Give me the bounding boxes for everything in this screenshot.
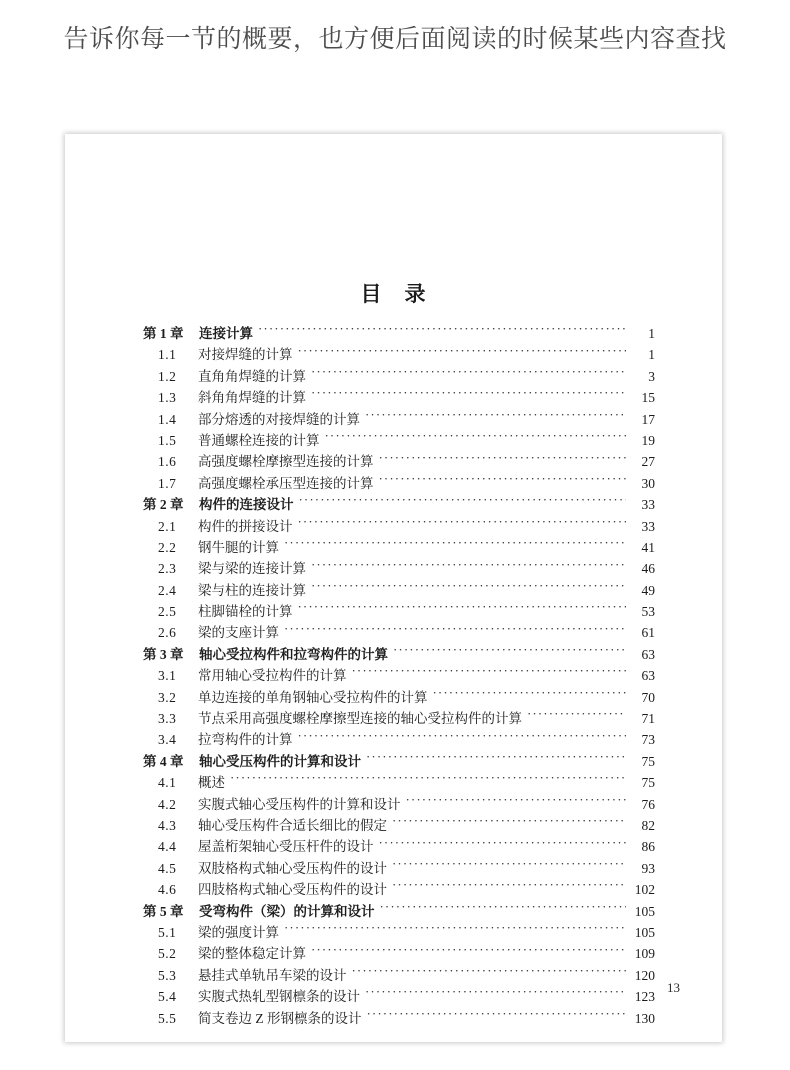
toc-entry-page-number: 71 bbox=[641, 711, 655, 727]
toc-entry-title: 斜角角焊缝的计算 bbox=[198, 390, 306, 406]
toc-entry-number: 第 3 章 bbox=[143, 646, 184, 662]
toc-entry-title: 高强度螺栓承压型连接的计算 bbox=[198, 475, 374, 491]
toc-entry-title: 梁与柱的连接计算 bbox=[198, 582, 306, 598]
toc-title bbox=[65, 278, 722, 308]
toc-entry-title: 双肢格构式轴心受压构件的设计 bbox=[198, 860, 387, 876]
toc-entry-title: 实腹式热轧型钢檩条的设计 bbox=[198, 989, 360, 1005]
toc-dot-leader bbox=[298, 731, 627, 744]
toc-dot-leader bbox=[230, 774, 626, 787]
toc-entry-page-number: 75 bbox=[641, 775, 655, 791]
toc-entry-title: 四肢格构式轴心受压构件的设计 bbox=[198, 882, 387, 898]
toc-dot-leader bbox=[298, 518, 627, 531]
toc-section-row[interactable] bbox=[65, 450, 722, 471]
toc-entry-page-number: 130 bbox=[634, 1010, 655, 1026]
toc-dot-leader bbox=[311, 389, 626, 402]
toc-entry-page-number: 105 bbox=[634, 924, 655, 940]
page-folio: 13 bbox=[667, 980, 680, 995]
toc-section-row[interactable] bbox=[65, 793, 722, 814]
toc-section-row[interactable] bbox=[65, 343, 722, 364]
toc-dot-leader bbox=[379, 475, 627, 488]
toc-entry-title: 单边连接的单角钢轴心受拉构件的计算 bbox=[198, 689, 428, 705]
toc-chapter-row[interactable] bbox=[65, 322, 722, 343]
toc-entry-page-number: 30 bbox=[641, 475, 655, 491]
toc-entry-title: 悬挂式单轨吊车梁的设计 bbox=[198, 967, 347, 983]
toc-entry-number: 3.1 bbox=[158, 668, 177, 684]
toc-entry-number: 5.1 bbox=[158, 924, 177, 940]
toc-section-row[interactable] bbox=[65, 857, 722, 878]
toc-entry-page-number: 33 bbox=[641, 518, 655, 534]
toc-entry-page-number: 120 bbox=[634, 967, 655, 983]
toc-entry-page-number: 76 bbox=[641, 796, 655, 812]
toc-entry-title: 梁的整体稳定计算 bbox=[198, 946, 306, 962]
toc-entry-number: 1.4 bbox=[158, 411, 177, 427]
toc-entry-page-number: 19 bbox=[641, 432, 655, 448]
toc-entry-number: 2.5 bbox=[158, 604, 177, 620]
toc-section-row[interactable] bbox=[65, 515, 722, 536]
toc-entry-title: 受弯构件（梁）的计算和设计 bbox=[199, 903, 375, 919]
toc-entry-title: 梁与梁的连接计算 bbox=[198, 561, 306, 577]
toc-entry-title: 梁的支座计算 bbox=[198, 625, 279, 641]
toc-dot-leader bbox=[379, 838, 627, 851]
toc-dot-leader bbox=[379, 453, 627, 466]
toc-entry-page-number: 63 bbox=[641, 668, 655, 684]
toc-dot-leader bbox=[311, 368, 626, 381]
toc-entry-page-number: 105 bbox=[634, 903, 655, 919]
toc-chapter-row[interactable] bbox=[65, 750, 722, 771]
toc-entry-number: 5.2 bbox=[158, 946, 177, 962]
toc-entry-page-number: 75 bbox=[641, 753, 655, 769]
toc-entry-title: 节点采用高强度螺栓摩擦型连接的轴心受拉构件的计算 bbox=[198, 711, 522, 727]
toc-entry-number: 1.5 bbox=[158, 432, 177, 448]
toc-section-row[interactable] bbox=[65, 621, 722, 642]
toc-section-row[interactable] bbox=[65, 557, 722, 578]
toc-entry-title: 常用轴心受拉构件的计算 bbox=[198, 668, 347, 684]
toc-section-row[interactable] bbox=[65, 1007, 722, 1028]
toc-entry-title: 柱脚锚栓的计算 bbox=[198, 604, 293, 620]
toc-entry-number: 第 1 章 bbox=[143, 326, 184, 341]
toc-dot-leader bbox=[352, 667, 627, 680]
toc-entry-page-number: 33 bbox=[641, 497, 655, 513]
toc-entry-title: 高强度螺栓摩擦型连接的计算 bbox=[198, 454, 374, 470]
toc-entry-title: 普通螺栓连接的计算 bbox=[198, 432, 320, 448]
toc-section-row[interactable] bbox=[65, 686, 722, 707]
toc-entry-number: 3.2 bbox=[158, 689, 177, 705]
toc-dot-leader bbox=[298, 346, 627, 359]
toc-entry-number: 1.1 bbox=[158, 347, 177, 363]
toc-section-row[interactable] bbox=[65, 985, 722, 1006]
toc-entry-page-number: 15 bbox=[641, 390, 655, 406]
toc-entry-title: 轴心受压构件的计算和设计 bbox=[199, 753, 361, 769]
toc-dot-leader bbox=[325, 432, 627, 445]
toc-section-row[interactable] bbox=[65, 964, 722, 985]
toc-section-row[interactable] bbox=[65, 814, 722, 835]
toc-entry-page-number: 46 bbox=[641, 561, 655, 577]
book-page bbox=[65, 134, 722, 1042]
toc-title-left: 目 bbox=[360, 282, 383, 306]
toc-section-row[interactable] bbox=[65, 408, 722, 429]
toc-entry-page-number: 70 bbox=[641, 689, 655, 705]
toc-entry-number: 2.4 bbox=[158, 582, 177, 598]
toc-section-row[interactable] bbox=[65, 536, 722, 557]
toc-dot-leader bbox=[311, 560, 626, 573]
toc-dot-leader bbox=[380, 903, 627, 916]
toc-entry-page-number: 53 bbox=[641, 604, 655, 620]
toc-entry-page-number: 123 bbox=[634, 989, 655, 1005]
toc-entry-title: 钢牛腿的计算 bbox=[198, 539, 279, 555]
toc-section-row[interactable] bbox=[65, 579, 722, 600]
toc-entry-title: 部分熔透的对接焊缝的计算 bbox=[198, 411, 360, 427]
toc-chapter-row[interactable] bbox=[65, 493, 722, 514]
toc-dot-leader bbox=[433, 689, 627, 702]
toc-dot-leader bbox=[284, 539, 626, 552]
toc-entry-number: 第 2 章 bbox=[143, 497, 184, 513]
toc-entry-page-number: 61 bbox=[641, 625, 655, 641]
toc-entry-number: 2.2 bbox=[158, 539, 177, 555]
toc-dot-leader bbox=[311, 945, 626, 958]
toc-dot-leader bbox=[365, 411, 626, 424]
toc-entry-number: 2.1 bbox=[158, 518, 177, 534]
toc-entry-number: 4.4 bbox=[158, 839, 177, 855]
toc-section-row[interactable] bbox=[65, 386, 722, 407]
toc-dot-leader bbox=[366, 753, 626, 766]
toc-section-row[interactable] bbox=[65, 835, 722, 856]
toc-entry-number: 1.3 bbox=[158, 390, 177, 406]
toc-entry-number: 4.2 bbox=[158, 796, 177, 812]
toc-entry-page-number: 63 bbox=[641, 646, 655, 662]
toc-section-row[interactable] bbox=[65, 728, 722, 749]
toc-entry-page-number: 49 bbox=[641, 582, 655, 598]
toc-chapter-row[interactable] bbox=[65, 643, 722, 664]
toc-entry-title: 概述 bbox=[198, 775, 225, 791]
toc-entry-page-number: 27 bbox=[641, 454, 655, 470]
toc-entry-number: 1.7 bbox=[158, 475, 177, 491]
toc-section-row[interactable] bbox=[65, 664, 722, 685]
toc-entry-title: 梁的强度计算 bbox=[198, 924, 279, 940]
toc-entry-number: 4.3 bbox=[158, 817, 177, 833]
toc-entry-number: 1.2 bbox=[158, 368, 177, 384]
toc-entry-title: 直角角焊缝的计算 bbox=[198, 368, 306, 384]
toc-section-row[interactable] bbox=[65, 472, 722, 493]
toc-entry-page-number: 82 bbox=[641, 817, 655, 833]
toc-section-row[interactable] bbox=[65, 707, 722, 728]
toc-dot-leader bbox=[365, 988, 626, 1001]
toc-dot-leader bbox=[352, 967, 627, 980]
toc-entry-title: 构件的连接设计 bbox=[199, 497, 294, 513]
toc-entry-page-number: 1 bbox=[648, 326, 655, 341]
toc-entry-page-number: 86 bbox=[641, 839, 655, 855]
toc-entry-number: 1.6 bbox=[158, 454, 177, 470]
toc-dot-leader bbox=[258, 325, 626, 338]
toc-entry-number: 第 5 章 bbox=[143, 903, 184, 919]
toc-dot-leader bbox=[284, 924, 626, 937]
toc-section-row[interactable] bbox=[65, 878, 722, 899]
toc-chapter-row[interactable] bbox=[65, 900, 722, 921]
toc-entry-number: 4.5 bbox=[158, 860, 177, 876]
toc-dot-leader bbox=[299, 496, 627, 509]
toc-list bbox=[65, 322, 722, 1028]
toc-section-row[interactable] bbox=[65, 921, 722, 942]
toc-dot-leader bbox=[392, 860, 626, 873]
toc-entry-page-number: 102 bbox=[634, 882, 655, 898]
toc-entry-number: 5.3 bbox=[158, 967, 177, 983]
toc-dot-leader bbox=[406, 796, 627, 809]
toc-entry-number: 第 4 章 bbox=[143, 753, 184, 769]
toc-dot-leader bbox=[392, 881, 626, 894]
toc-entry-title: 实腹式轴心受压构件的计算和设计 bbox=[198, 796, 401, 812]
toc-entry-number: 5.4 bbox=[158, 989, 177, 1005]
toc-entry-title: 屋盖桁架轴心受压杆件的设计 bbox=[198, 839, 374, 855]
toc-entry-number: 5.5 bbox=[158, 1010, 177, 1026]
toc-entry-page-number: 93 bbox=[641, 860, 655, 876]
toc-entry-number: 3.4 bbox=[158, 732, 177, 748]
toc-entry-title: 对接焊缝的计算 bbox=[198, 347, 293, 363]
toc-dot-leader bbox=[367, 1010, 627, 1023]
toc-entry-title: 轴心受压构件合适长细比的假定 bbox=[198, 817, 387, 833]
toc-dot-leader bbox=[392, 817, 626, 830]
toc-entry-page-number: 73 bbox=[641, 732, 655, 748]
toc-entry-page-number: 1 bbox=[648, 347, 655, 363]
toc-section-row[interactable] bbox=[65, 429, 722, 450]
toc-entry-title: 构件的拼接设计 bbox=[198, 518, 293, 534]
toc-section-row[interactable] bbox=[65, 771, 722, 792]
page-caption: 告诉你每一节的概要，也方便后面阅读的时候某些内容查找 bbox=[63, 25, 727, 53]
toc-entry-title: 拉弯构件的计算 bbox=[198, 732, 293, 748]
toc-entry-page-number: 41 bbox=[641, 539, 655, 555]
toc-dot-leader bbox=[298, 603, 627, 616]
toc-entry-page-number: 3 bbox=[648, 368, 655, 384]
toc-dot-leader bbox=[311, 582, 626, 595]
toc-entry-page-number: 17 bbox=[641, 411, 655, 427]
toc-section-row[interactable] bbox=[65, 942, 722, 963]
toc-section-row[interactable] bbox=[65, 600, 722, 621]
toc-entry-number: 2.3 bbox=[158, 561, 177, 577]
toc-dot-leader bbox=[284, 624, 626, 637]
toc-section-row[interactable] bbox=[65, 365, 722, 386]
toc-entry-title: 轴心受拉构件和拉弯构件的计算 bbox=[199, 646, 388, 662]
toc-entry-title: 连接计算 bbox=[199, 326, 253, 341]
toc-dot-leader bbox=[393, 646, 626, 659]
toc-entry-page-number: 109 bbox=[634, 946, 655, 962]
toc-entry-title: 简支卷边 Z 形钢檩条的设计 bbox=[198, 1010, 362, 1026]
toc-dot-leader bbox=[527, 710, 626, 723]
toc-entry-number: 4.6 bbox=[158, 882, 177, 898]
toc-entry-number: 3.3 bbox=[158, 711, 177, 727]
toc-entry-number: 4.1 bbox=[158, 775, 177, 791]
toc-title-right: 录 bbox=[404, 282, 427, 306]
toc-entry-number: 2.6 bbox=[158, 625, 177, 641]
